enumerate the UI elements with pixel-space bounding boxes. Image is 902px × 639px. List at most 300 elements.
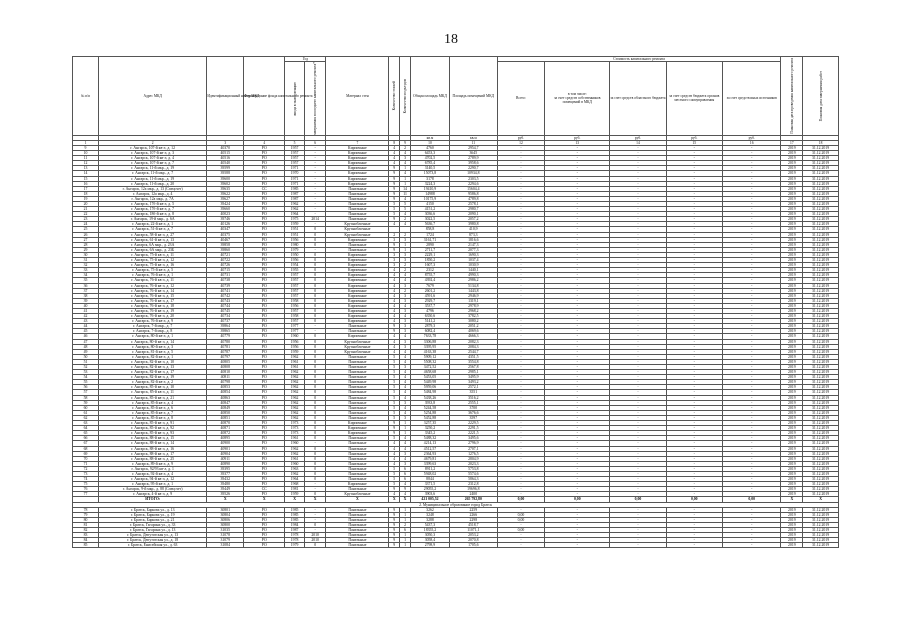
unit-rub: руб. bbox=[610, 135, 666, 140]
table-cell: - bbox=[610, 507, 666, 512]
table-cell: 3 bbox=[400, 339, 411, 344]
table-cell: 60 bbox=[73, 405, 99, 410]
table-cell: 14988 bbox=[410, 191, 449, 196]
table-cell: 0 bbox=[304, 278, 326, 283]
table-cell: 33 bbox=[73, 268, 99, 273]
address-cell: г. Ангарск, 12а мкр., д. 7А bbox=[99, 196, 207, 201]
table-cell: 40798 bbox=[207, 380, 244, 385]
table-cell: 31.12.2019 bbox=[803, 319, 839, 324]
table-cell: - bbox=[304, 161, 326, 166]
table-cell: Панельные bbox=[326, 202, 389, 207]
header-total: Всего: bbox=[497, 62, 545, 136]
table-cell: - bbox=[610, 207, 666, 212]
table-cell: 0 bbox=[304, 365, 326, 370]
table-cell: 3224,3 bbox=[410, 181, 449, 186]
table-cell: 5453,05 bbox=[410, 375, 449, 380]
table-cell: - bbox=[497, 222, 545, 227]
table-cell: - bbox=[666, 471, 722, 476]
table-cell: 2 bbox=[400, 232, 411, 237]
table-cell: 7679 bbox=[410, 283, 449, 288]
table-cell: 3516,2 bbox=[449, 395, 497, 400]
table-cell: 20 bbox=[73, 202, 99, 207]
table-cell: 3 bbox=[389, 252, 400, 257]
address-cell: г. Ангарск, 80-й кв-л, д. 14 bbox=[99, 339, 207, 344]
table-cell: - bbox=[610, 446, 666, 451]
table-cell: - bbox=[666, 186, 722, 191]
table-cell: 31.12.2019 bbox=[803, 283, 839, 288]
table-cell: 3 bbox=[400, 324, 411, 329]
table-cell: 38 bbox=[73, 293, 99, 298]
table-cell: 2019 bbox=[781, 339, 803, 344]
table-cell: - bbox=[666, 395, 722, 400]
table-cell: - bbox=[497, 456, 545, 461]
table-cell: 0 bbox=[304, 314, 326, 319]
table-cell: Крупноблочные bbox=[326, 227, 389, 232]
table-cell: Панельные bbox=[326, 512, 389, 517]
table-cell: 3022,5 bbox=[410, 217, 449, 222]
table-cell: 4 bbox=[400, 349, 411, 354]
table-cell: 1960 bbox=[285, 441, 305, 446]
table-cell: 0 bbox=[304, 471, 326, 476]
table-cell: 11 bbox=[400, 191, 411, 196]
table-cell: - bbox=[610, 181, 666, 186]
table-cell: - bbox=[666, 431, 722, 436]
table-cell: - bbox=[666, 365, 722, 370]
address-cell: г. Ангарск, 89-й кв-л, д. 9 bbox=[99, 461, 207, 466]
table-cell: РО bbox=[244, 288, 285, 293]
table-cell: РО bbox=[244, 390, 285, 395]
table-cell: 4 bbox=[389, 151, 400, 156]
table-cell: - bbox=[722, 308, 781, 313]
address-cell: г. Ангарск, 12а мкр., д. 4 bbox=[99, 191, 207, 196]
table-cell: 75 bbox=[73, 482, 99, 487]
table-cell: - bbox=[666, 222, 722, 227]
table-cell: 56 bbox=[73, 385, 99, 390]
table-cell: 2019 bbox=[781, 298, 803, 303]
table-cell: 1979 bbox=[285, 247, 305, 252]
table-cell: 2711,7 bbox=[410, 247, 449, 252]
table-cell: - bbox=[722, 247, 781, 252]
table-cell: 2019 bbox=[781, 166, 803, 171]
table-cell: 2019 bbox=[781, 461, 803, 466]
table-cell: - bbox=[497, 359, 545, 364]
table-cell: Панельные bbox=[326, 385, 389, 390]
table-cell: - bbox=[610, 242, 666, 247]
address-cell: г. Ангарск, 82-й кв-л, д. 2 bbox=[99, 380, 207, 385]
table-cell: 1961 bbox=[285, 456, 305, 461]
table-cell: - bbox=[610, 171, 666, 176]
table-cell: 2019 bbox=[781, 293, 803, 298]
table-cell: 410,9 bbox=[449, 227, 497, 232]
table-cell: 31.12.2019 bbox=[803, 507, 839, 512]
table-cell: 873,3 bbox=[449, 232, 497, 237]
table-cell: 3 bbox=[389, 258, 400, 263]
table-cell: 1960 bbox=[285, 334, 305, 339]
table-cell: 5 bbox=[389, 390, 400, 395]
table-cell: 28 bbox=[73, 242, 99, 247]
table-cell: 62 bbox=[73, 415, 99, 420]
table-cell: 1985 bbox=[285, 186, 305, 191]
table-cell: - bbox=[545, 156, 610, 161]
table-cell: 1951 bbox=[285, 232, 305, 237]
table-cell: - bbox=[666, 258, 722, 263]
table-cell: Х bbox=[207, 497, 244, 502]
column-number: 14 bbox=[610, 140, 666, 145]
table-cell: - bbox=[545, 522, 610, 527]
address-cell: г. Ангарск, 85-й кв-л, д. 93 bbox=[99, 431, 207, 436]
address-cell: г. Ангарск, 22-й кв-л, д. 1 bbox=[99, 222, 207, 227]
table-cell: 40715 bbox=[207, 268, 244, 273]
table-cell: РО bbox=[244, 370, 285, 375]
table-cell: 2019 bbox=[781, 232, 803, 237]
table-cell: 1816,6 bbox=[449, 237, 497, 242]
table-cell: - bbox=[304, 507, 326, 512]
table-cell: 5 bbox=[389, 471, 400, 476]
table-cell: - bbox=[666, 202, 722, 207]
table-cell: 30800 bbox=[207, 522, 244, 527]
table-cell: - bbox=[610, 410, 666, 415]
table-cell: - bbox=[545, 477, 610, 482]
table-cell: РО bbox=[244, 533, 285, 538]
table-cell: 31.12.2019 bbox=[803, 522, 839, 527]
table-cell: 2019 bbox=[781, 543, 803, 548]
address-cell: г. Ангарск, 82-й кв-л, д. 17 bbox=[99, 370, 207, 375]
table-cell: 0 bbox=[304, 431, 326, 436]
table-cell: - bbox=[545, 176, 610, 181]
table-cell: 1971 bbox=[285, 166, 305, 171]
table-cell: - bbox=[610, 334, 666, 339]
table-cell: 2 bbox=[400, 217, 411, 222]
table-cell: - bbox=[304, 517, 326, 522]
table-cell: - bbox=[545, 380, 610, 385]
table-cell: Панельные bbox=[326, 329, 389, 334]
table-cell: РО bbox=[244, 181, 285, 186]
table-cell: 4 bbox=[400, 492, 411, 497]
table-cell: 5 bbox=[389, 359, 400, 364]
address-cell: г. Ангарск, 76-й кв-л, д. 12 bbox=[99, 283, 207, 288]
table-cell: 40853 bbox=[207, 385, 244, 390]
table-cell: 2019 bbox=[781, 151, 803, 156]
table-cell: 3288 bbox=[410, 517, 449, 522]
table-cell: РО bbox=[244, 191, 285, 196]
table-cell: 4 bbox=[389, 308, 400, 313]
header-year-group: Год bbox=[285, 57, 326, 62]
table-cell: 30801 bbox=[207, 507, 244, 512]
table-cell: 18355,2 bbox=[410, 528, 449, 533]
table-cell: Панельные bbox=[326, 517, 389, 522]
table-cell: 31.12.2019 bbox=[803, 512, 839, 517]
table-cell: - bbox=[666, 517, 722, 522]
table-cell: - bbox=[304, 171, 326, 176]
table-cell: - bbox=[722, 410, 781, 415]
table-cell: 2019 bbox=[781, 283, 803, 288]
address-cell: г. Братск, Баркова ул., д. 21 bbox=[99, 517, 207, 522]
table-cell: 1443,8 bbox=[449, 288, 497, 293]
table-cell: - bbox=[610, 237, 666, 242]
table-cell: 40741 bbox=[207, 288, 244, 293]
table-cell: - bbox=[666, 359, 722, 364]
section-title: 2. Муниципальное образование город Братск bbox=[73, 502, 839, 507]
table-cell: 39424 bbox=[207, 202, 244, 207]
table-cell: - bbox=[497, 278, 545, 283]
table-cell: 6 bbox=[400, 528, 411, 533]
table-cell: 5864,3 bbox=[449, 477, 497, 482]
table-cell: РО bbox=[244, 268, 285, 273]
table-cell: 5909,12 bbox=[410, 354, 449, 359]
table-cell: - bbox=[497, 308, 545, 313]
table-cell: Панельные bbox=[326, 207, 389, 212]
address-cell: г. Ангарск, 51-й кв-л, д. 7 bbox=[99, 227, 207, 232]
table-cell: 2019 bbox=[781, 171, 803, 176]
table-cell: 9 bbox=[389, 522, 400, 527]
table-cell: - bbox=[722, 196, 781, 201]
table-cell: 2019 bbox=[781, 191, 803, 196]
table-cell: - bbox=[497, 166, 545, 171]
table-cell: - bbox=[545, 191, 610, 196]
table-cell: 2019 bbox=[781, 237, 803, 242]
table-cell: Панельные bbox=[326, 370, 389, 375]
table-cell: 2879,3 bbox=[410, 324, 449, 329]
table-cell: 1957 bbox=[285, 283, 305, 288]
table-cell: 31.12.2019 bbox=[803, 405, 839, 410]
table-cell: 2555,1 bbox=[449, 400, 497, 405]
table-cell: 5484,98 bbox=[410, 390, 449, 395]
table-cell: РО bbox=[244, 303, 285, 308]
table-cell: 0 bbox=[304, 359, 326, 364]
table-cell: 2954,7 bbox=[449, 145, 497, 150]
table-cell: 4 bbox=[400, 385, 411, 390]
table-cell: 1987 bbox=[285, 528, 305, 533]
table-cell: 2019 bbox=[781, 533, 803, 538]
table-cell: - bbox=[610, 512, 666, 517]
address-cell: г. Ангарск, 88-й кв-л, д. 15 bbox=[99, 436, 207, 441]
table-cell: 40805 bbox=[207, 359, 244, 364]
table-cell: 1957 bbox=[285, 273, 305, 278]
table-cell: - bbox=[304, 247, 326, 252]
table-cell: Кирпичные bbox=[326, 181, 389, 186]
table-cell: - bbox=[722, 436, 781, 441]
table-cell: 1973 bbox=[285, 426, 305, 431]
table-cell: 2053,2 bbox=[449, 533, 497, 538]
table-cell: 9 bbox=[389, 247, 400, 252]
table-cell: - bbox=[497, 415, 545, 420]
table-cell: 2010 bbox=[304, 538, 326, 543]
table-cell: 2019 bbox=[781, 354, 803, 359]
table-cell: 3058,4 bbox=[410, 538, 449, 543]
table-cell: - bbox=[610, 319, 666, 324]
table-cell: 4 bbox=[389, 446, 400, 451]
table-cell: 31.12.2019 bbox=[803, 212, 839, 217]
table-cell: 2019 bbox=[781, 451, 803, 456]
table-cell: 2019 bbox=[781, 421, 803, 426]
table-cell: - bbox=[666, 171, 722, 176]
table-cell: - bbox=[545, 288, 610, 293]
table-cell: РО bbox=[244, 507, 285, 512]
table-cell: 1037,4 bbox=[449, 258, 497, 263]
table-cell: - bbox=[497, 405, 545, 410]
table-cell: 31.12.2019 bbox=[803, 196, 839, 201]
table-cell: Кирпичные bbox=[326, 252, 389, 257]
table-cell: 31.12.2019 bbox=[803, 166, 839, 171]
table-cell: - bbox=[666, 314, 722, 319]
unit-sqm: кв.м bbox=[449, 135, 497, 140]
table-cell: 1961 bbox=[285, 436, 305, 441]
table-cell: 4 bbox=[400, 446, 411, 451]
table-cell: 4 bbox=[400, 380, 411, 385]
table-cell: 31.12.2019 bbox=[803, 324, 839, 329]
table-cell: - bbox=[497, 507, 545, 512]
table-cell: 1956 bbox=[285, 258, 305, 263]
table-cell: РО bbox=[244, 298, 285, 303]
table-cell: - bbox=[610, 161, 666, 166]
table-cell: - bbox=[545, 390, 610, 395]
table-cell: 9 bbox=[389, 191, 400, 196]
table-cell: Кирпичные bbox=[326, 145, 389, 150]
table-cell: 19410,9 bbox=[410, 186, 449, 191]
table-cell: 0 bbox=[304, 370, 326, 375]
table-cell: 4 bbox=[400, 314, 411, 319]
table-cell: - bbox=[545, 538, 610, 543]
table-cell: - bbox=[497, 217, 545, 222]
table-cell: 2019 bbox=[781, 380, 803, 385]
table-cell: - bbox=[497, 446, 545, 451]
table-cell: 3262 bbox=[410, 507, 449, 512]
table-cell: 2567,8 bbox=[449, 365, 497, 370]
table-cell: - bbox=[666, 487, 722, 492]
table-cell: РО bbox=[244, 456, 285, 461]
table-cell: 1962 bbox=[285, 370, 305, 375]
table-cell: 0,00 bbox=[610, 497, 666, 502]
table-cell: 43 bbox=[73, 319, 99, 324]
table-cell: 0 bbox=[304, 456, 326, 461]
table-cell: - bbox=[545, 482, 610, 487]
table-cell: 15073,8 bbox=[410, 171, 449, 176]
address-cell: г. Ангарск, 4-й кв-л, д. 9 bbox=[99, 492, 207, 497]
table-cell: 39622 bbox=[207, 191, 244, 196]
table-cell: 29 bbox=[73, 247, 99, 252]
table-cell: 31084 bbox=[207, 543, 244, 548]
address-cell: г. Ангарск, 107-й кв-л, д. 12 bbox=[99, 145, 207, 150]
table-cell: 5 bbox=[389, 354, 400, 359]
table-cell: 31.12.2019 bbox=[803, 145, 839, 150]
table-cell: 3554,8 bbox=[449, 359, 497, 364]
table-cell: РО bbox=[244, 441, 285, 446]
table-cell: 40797 bbox=[207, 354, 244, 359]
table-cell: 1956 bbox=[285, 303, 305, 308]
table-cell: - bbox=[545, 314, 610, 319]
table-cell: - bbox=[722, 415, 781, 420]
table-cell: 31035 bbox=[207, 528, 244, 533]
table-cell: 2019 bbox=[781, 329, 803, 334]
table-cell: 0 bbox=[304, 436, 326, 441]
table-cell: 82 bbox=[73, 528, 99, 533]
table-cell: 5948,02 bbox=[410, 471, 449, 476]
table-cell: - bbox=[497, 436, 545, 441]
table-cell: 39602 bbox=[207, 181, 244, 186]
table-cell: 4702,5 bbox=[410, 156, 449, 161]
table-cell: - bbox=[304, 156, 326, 161]
table-cell: 1 bbox=[400, 426, 411, 431]
table-cell: 70 bbox=[73, 456, 99, 461]
table-cell: 1957 bbox=[285, 319, 305, 324]
table-cell: - bbox=[545, 222, 610, 227]
address-cell: г. Ангарск, 6А мкр., д. 23Б bbox=[99, 247, 207, 252]
table-cell: - bbox=[722, 329, 781, 334]
address-cell: г. Ангарск, 107-й кв-л, д. 4 bbox=[99, 156, 207, 161]
address-cell: г. Ангарск, 88-й кв-л, д. 14 bbox=[99, 441, 207, 446]
table-cell: - bbox=[497, 314, 545, 319]
table-cell: - bbox=[666, 436, 722, 441]
table-cell: 2082,3 bbox=[449, 339, 497, 344]
table-cell: Х bbox=[285, 497, 305, 502]
table-cell: 2019 bbox=[781, 436, 803, 441]
table-cell: 2019 bbox=[781, 156, 803, 161]
table-cell: 4 bbox=[400, 334, 411, 339]
table-cell: 40911 bbox=[207, 456, 244, 461]
table-cell: 2804,9 bbox=[449, 456, 497, 461]
table-cell: 2019 bbox=[781, 349, 803, 354]
table-cell: - bbox=[722, 441, 781, 446]
address-cell: г. Ангарск, 85-й кв-л, д. 8 bbox=[99, 415, 207, 420]
table-cell: РО bbox=[244, 466, 285, 471]
table-cell: 3248 bbox=[410, 512, 449, 517]
table-cell: - bbox=[722, 365, 781, 370]
table-cell: 0 bbox=[304, 405, 326, 410]
table-cell: 1954 bbox=[285, 263, 305, 268]
table-cell: 31.12.2019 bbox=[803, 186, 839, 191]
table-cell: - bbox=[304, 145, 326, 150]
table-cell: - bbox=[666, 247, 722, 252]
table-cell: 5753,8 bbox=[449, 466, 497, 471]
table-cell: Панельные bbox=[326, 354, 389, 359]
table-cell: 31.12.2019 bbox=[803, 161, 839, 166]
table-cell: 31.12.2019 bbox=[803, 456, 839, 461]
table-cell: 421 005,52 bbox=[410, 497, 449, 502]
table-cell: - bbox=[545, 196, 610, 201]
table-cell: 0 bbox=[304, 400, 326, 405]
table-cell: 40871 bbox=[207, 426, 244, 431]
table-cell: - bbox=[545, 166, 610, 171]
table-cell: - bbox=[304, 207, 326, 212]
table-cell: - bbox=[497, 421, 545, 426]
table-cell: 31.12.2019 bbox=[803, 365, 839, 370]
table-cell: - bbox=[497, 410, 545, 415]
table-cell: РО bbox=[244, 482, 285, 487]
table-cell: - bbox=[722, 405, 781, 410]
table-cell: - bbox=[497, 196, 545, 201]
table-cell: Кирпичные bbox=[326, 161, 389, 166]
table-cell: Х bbox=[244, 497, 285, 502]
table-cell: 4150 bbox=[410, 202, 449, 207]
header-own-funds: в том числе: за счет средств собственников помещений в МКД bbox=[545, 62, 610, 136]
table-cell: 4151,2 bbox=[410, 207, 449, 212]
table-cell: 29055,2 bbox=[410, 487, 449, 492]
table-cell: - bbox=[304, 512, 326, 517]
table-cell: 1979 bbox=[285, 543, 305, 548]
table-cell: 39526 bbox=[207, 492, 244, 497]
table-cell: 2019 bbox=[781, 466, 803, 471]
table-cell: 63 bbox=[73, 421, 99, 426]
table-cell: - bbox=[666, 390, 722, 395]
table-cell: 31.12.2019 bbox=[803, 181, 839, 186]
address-cell: г. Ангарск, 76-й кв-л, д. 17 bbox=[99, 298, 207, 303]
table-cell: РО bbox=[244, 222, 285, 227]
table-cell: - bbox=[304, 176, 326, 181]
table-cell: РО bbox=[244, 349, 285, 354]
table-cell: 2019 bbox=[781, 487, 803, 492]
table-cell: 1 bbox=[400, 507, 411, 512]
table-cell: 2084,3 bbox=[449, 344, 497, 349]
